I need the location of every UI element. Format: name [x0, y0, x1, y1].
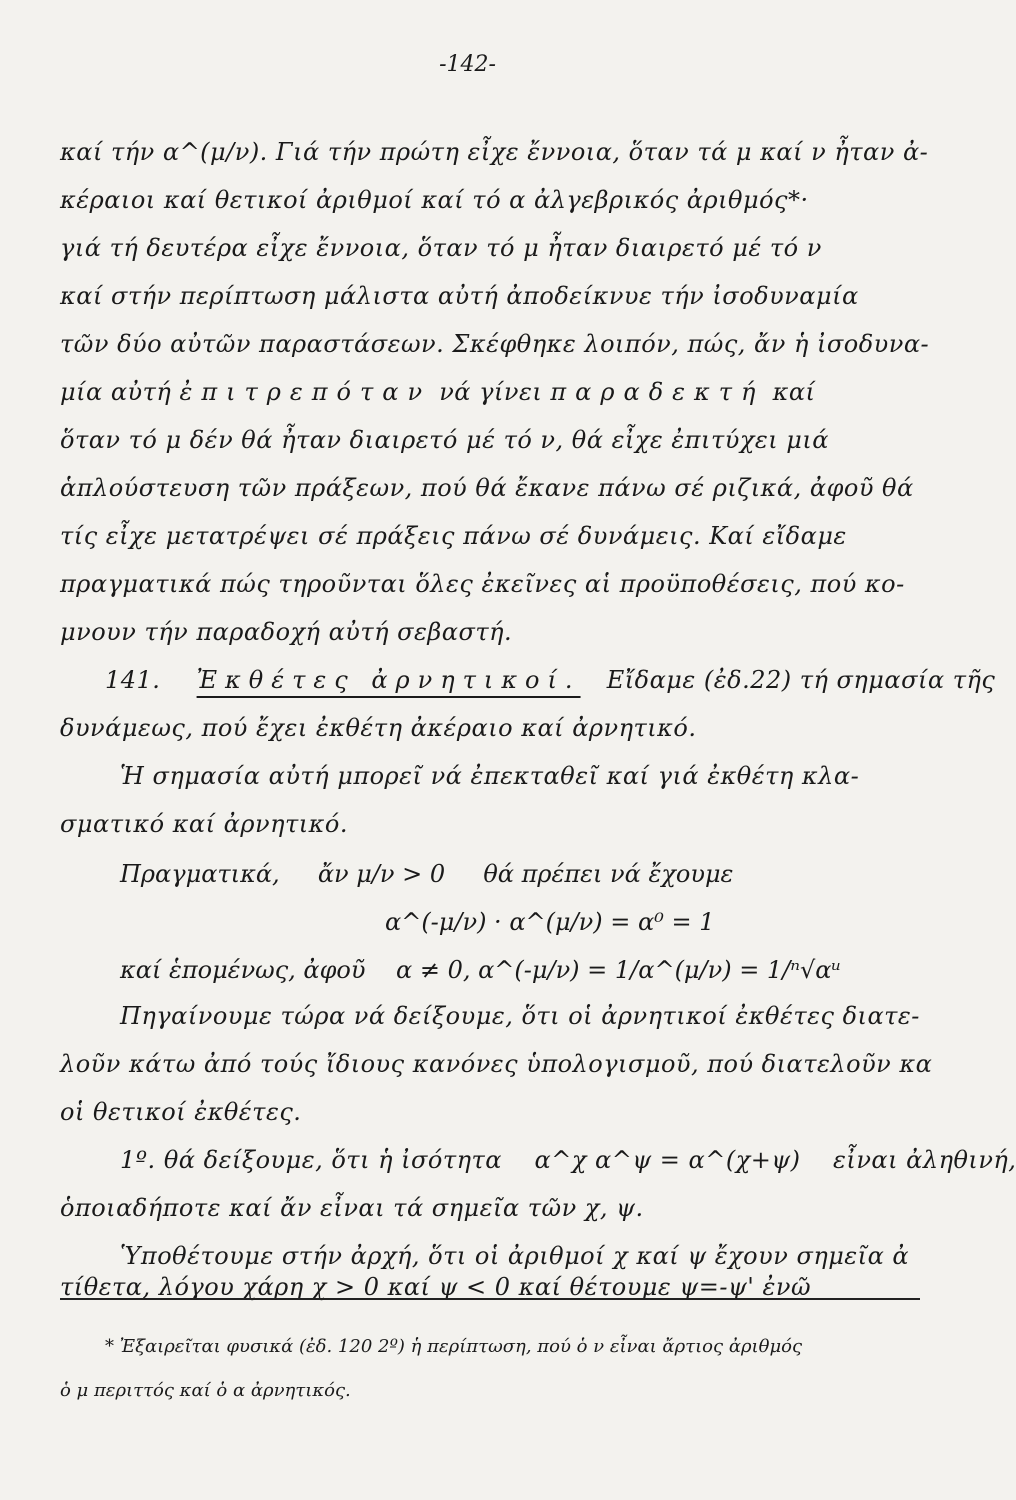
section-number: 141. [105, 666, 161, 694]
item-number: 1º. [120, 1146, 156, 1174]
formula-line [385, 908, 714, 936]
text-line: λοῦν κάτω ἀπό τούς ἴδιους κανόνες ὑπολογισμοῦ, πού διατελοῦν κα [60, 1050, 933, 1078]
footnote-line: * Ἐξαιρεῖται φυσικά (ἐδ. 120 2º) ἡ περίπτωση, πού ὁ ν εἶναι ἄρτιος ἀριθμός [105, 1336, 803, 1357]
formula-line [120, 860, 733, 888]
text-line: πραγματικά πώς τηροῦνται ὅλες ἐκεῖνες αἱ προϋποθέσεις, πού κο- [60, 570, 905, 598]
section-text: Εἴδαμε (ἐδ.22) τή σημασία τῆς [606, 666, 996, 694]
text-line: Πηγαίνουμε τώρα νά δείξουμε, ὅτι οἱ ἀρνητικοί ἐκθέτες διατε- [120, 1002, 920, 1030]
text-segment: καί [772, 378, 816, 406]
formula-lead: Πραγματικά, [120, 860, 280, 888]
text-line: καί στήν περίπτωση μάλιστα αὐτή ἀποδείκνυε τήν ἰσοδυναμία [60, 282, 859, 310]
footnote-line: ὁ μ περιττός καί ὁ α ἀρνητικός. [60, 1380, 351, 1401]
emphasized-word: παραδεκτή [550, 378, 765, 406]
text-line: οἱ θετικοί ἐκθέτες. [60, 1098, 302, 1126]
footnote-separator [60, 1298, 920, 1300]
emphasized-word: ἐπιτρεπόταν [179, 378, 432, 406]
text-line: ὁποιαδήποτε καί ἄν εἶναι τά σημεῖα τῶν χ, ψ. [60, 1194, 644, 1222]
text-line: μνουν τήν παραδοχή αὐτή σεβαστή. [60, 618, 513, 646]
formula-expression: α ≠ 0, α^(-μ/ν) = 1/α^(μ/ν) = 1/ⁿ√αᵘ [396, 956, 842, 984]
formula-expression: ἄν μ/ν > 0 [317, 860, 446, 888]
text-line: σματικό καί ἀρνητικό. [60, 810, 348, 838]
text-line: τίς εἶχε μετατρέψει σέ πράξεις πάνω σέ δυνάμεις. Καί εἴδαμε [60, 522, 847, 550]
formula-lead: καί ἑπομένως, ἀφοῦ [120, 956, 366, 984]
spaced-line [60, 380, 920, 404]
section-title: Ἐκθέτες ἀρνητικοί. [196, 666, 581, 694]
text-line: δυνάμεως, πού ἔχει ἐκθέτη ἀκέραιο καί ἀρνητικό. [60, 714, 697, 742]
text-line: ὅταν τό μ δέν θά ἦταν διαιρετό μέ τό ν, θά εἶχε ἐπιτύχει μιά [60, 426, 830, 454]
text-line: τίθετα, λόγου χάρη χ > 0 καί ψ < 0 καί θέτουμε ψ=-ψ' ἐνῶ [60, 1273, 812, 1301]
text-line: γιά τή δευτέρα εἶχε ἔννοια, ὅταν τό μ ἦταν διαιρετό μέ τό ν [60, 234, 822, 262]
text-line: Ἡ σημασία αὐτή μπορεῖ νά ἐπεκταθεῖ καί γιά ἐκθέτη κλα- [120, 762, 860, 790]
text-line: Ὑποθέτουμε στήν ἀρχή, ὅτι οἱ ἀριθμοί χ καί ψ ἔχουν σημεῖα ἀ [120, 1242, 910, 1270]
item-text: θά δείξουμε, ὅτι ἡ ἰσότητα [163, 1146, 502, 1174]
formula-tail: θά πρέπει νά ἔχουμε [483, 860, 734, 888]
text-line: ἁπλούστευση τῶν πράξεων, πού θά ἔκανε πάνω σέ ριζικά, ἀφοῦ θά [60, 474, 914, 502]
formula-expression: α^(-μ/ν) · α^(μ/ν) = α⁰ = 1 [385, 908, 715, 936]
text-segment: μία αὐτή [60, 378, 172, 406]
text-line: τῶν δύο αὐτῶν παραστάσεων. Σκέφθηκε λοιπόν, πώς, ἄν ἡ ἰσοδυνα- [60, 330, 930, 358]
item-formula: α^χ α^ψ = α^(χ+ψ) [534, 1146, 801, 1174]
formula-line [120, 956, 841, 984]
page-number: -142- [439, 52, 496, 77]
text-line: κέραιοι καί θετικοί ἀριθμοί καί τό α ἀλγεβρικός ἀριθμός*· [60, 186, 809, 214]
text-line: καί τήν α^(μ/ν). Γιά τήν πρώτη εἶχε ἔννοια, ὅταν τά μ καί ν ἦταν ἀ- [60, 138, 929, 166]
text-segment: νά γίνει [439, 378, 543, 406]
numbered-item [120, 1146, 1016, 1174]
section-heading [105, 666, 996, 694]
item-tail: εἶναι ἀληθινή, [833, 1146, 1016, 1174]
